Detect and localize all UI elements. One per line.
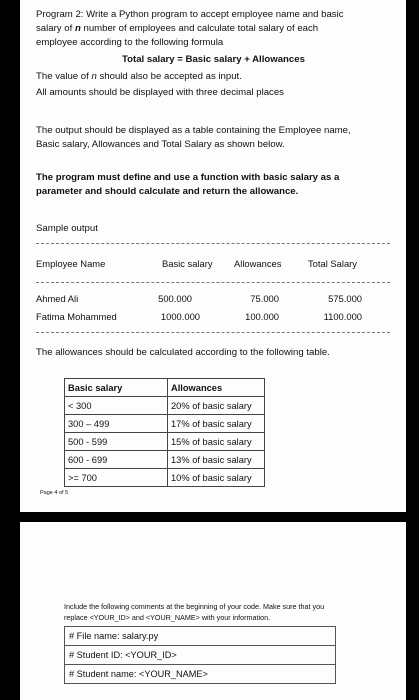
dashed-divider bbox=[36, 332, 390, 333]
sample-row-1-basic: 500.000 bbox=[158, 293, 192, 304]
comment-file-name: # File name: salary.py bbox=[65, 627, 335, 646]
n-input-line bbox=[36, 70, 242, 85]
table-row bbox=[65, 397, 265, 415]
sample-row-1-name: Ahmed Ali bbox=[36, 293, 79, 304]
intro-line-2-end: number of employees and calculate total salary of each bbox=[80, 23, 319, 34]
table-row bbox=[65, 433, 265, 451]
table-row bbox=[65, 379, 265, 397]
n-line-end: should also be accepted as input. bbox=[96, 71, 242, 82]
allow-cell: >= 700 bbox=[65, 469, 168, 487]
n-line-start: The value of bbox=[36, 71, 92, 82]
comments-note-line-1: Include the following comments at the beginning of your code. Make sure that you bbox=[64, 602, 325, 611]
allow-cell: 15% of basic salary bbox=[168, 433, 265, 451]
intro-n-variable: n bbox=[74, 23, 81, 34]
allow-cell: < 300 bbox=[65, 397, 168, 415]
comments-note-line-2: replace <YOUR_ID> and <YOUR_NAME> with your information. bbox=[64, 613, 271, 622]
comment-student-name: # Student name: <YOUR_NAME> bbox=[69, 669, 208, 679]
table-row bbox=[65, 415, 265, 433]
sample-output-label: Sample output bbox=[36, 223, 98, 234]
dashed-divider bbox=[36, 243, 390, 244]
function-requirement-line-2: parameter and should calculate and return the allowance. bbox=[36, 186, 299, 197]
intro-line-2-start: salary of bbox=[36, 23, 75, 34]
sample-row-2-allowance: 100.000 bbox=[245, 311, 279, 322]
allow-cell: 600 - 699 bbox=[65, 451, 168, 469]
comment-header-box bbox=[64, 626, 336, 684]
allowances-intro: The allowances should be calculated according to the following table. bbox=[36, 347, 330, 358]
allow-header-basic: Basic salary bbox=[65, 379, 168, 397]
sample-header-basic-salary: Basic salary bbox=[162, 258, 213, 269]
output-line-1: The output should be displayed as a table containing the Employee name, bbox=[36, 125, 351, 136]
sample-header-employee-name: Employee Name bbox=[36, 258, 106, 269]
function-requirement-line-1: The program must define and use a function with basic salary as a bbox=[36, 172, 340, 183]
allow-cell: 20% of basic salary bbox=[168, 397, 265, 415]
sample-row-1-total: 575.000 bbox=[328, 293, 362, 304]
allowances-table bbox=[64, 378, 265, 487]
formula: Total salary = Basic salary + Allowances bbox=[122, 54, 305, 65]
allow-cell: 10% of basic salary bbox=[168, 469, 265, 487]
allow-cell: 17% of basic salary bbox=[168, 415, 265, 433]
allow-header-allowances: Allowances bbox=[168, 379, 265, 397]
sample-row-1-allowance: 75.000 bbox=[250, 293, 279, 304]
intro-line-1: Program 2: Write a Python program to accept employee name and basic bbox=[36, 9, 344, 20]
decimals-line: All amounts should be displayed with three decimal places bbox=[36, 87, 284, 98]
allow-cell: 500 - 599 bbox=[65, 433, 168, 451]
sample-row-2-basic: 1000.000 bbox=[160, 311, 200, 322]
n-line-variable: n bbox=[91, 71, 97, 82]
document-page-5 bbox=[20, 522, 406, 700]
intro-line-3: employee according to the following formula bbox=[36, 37, 224, 48]
sample-header-allowances: Allowances bbox=[234, 258, 282, 269]
sample-row-2-name: Fatima Mohammed bbox=[36, 311, 117, 322]
allow-cell: 300 – 499 bbox=[65, 415, 168, 433]
table-row bbox=[65, 469, 265, 487]
comment-student-id: # Student ID: <YOUR_ID> bbox=[65, 646, 335, 665]
intro-line-2 bbox=[36, 22, 318, 37]
page-number: Page 4 of 5 bbox=[40, 490, 69, 496]
sample-header-total-salary: Total Salary bbox=[308, 258, 357, 269]
allow-cell: 13% of basic salary bbox=[168, 451, 265, 469]
table-row bbox=[65, 451, 265, 469]
document-page-4 bbox=[20, 0, 406, 512]
output-line-2: Basic salary, Allowances and Total Salary as shown below. bbox=[36, 139, 285, 150]
dashed-divider bbox=[36, 282, 390, 283]
sample-row-2-total: 1100.000 bbox=[323, 311, 362, 322]
